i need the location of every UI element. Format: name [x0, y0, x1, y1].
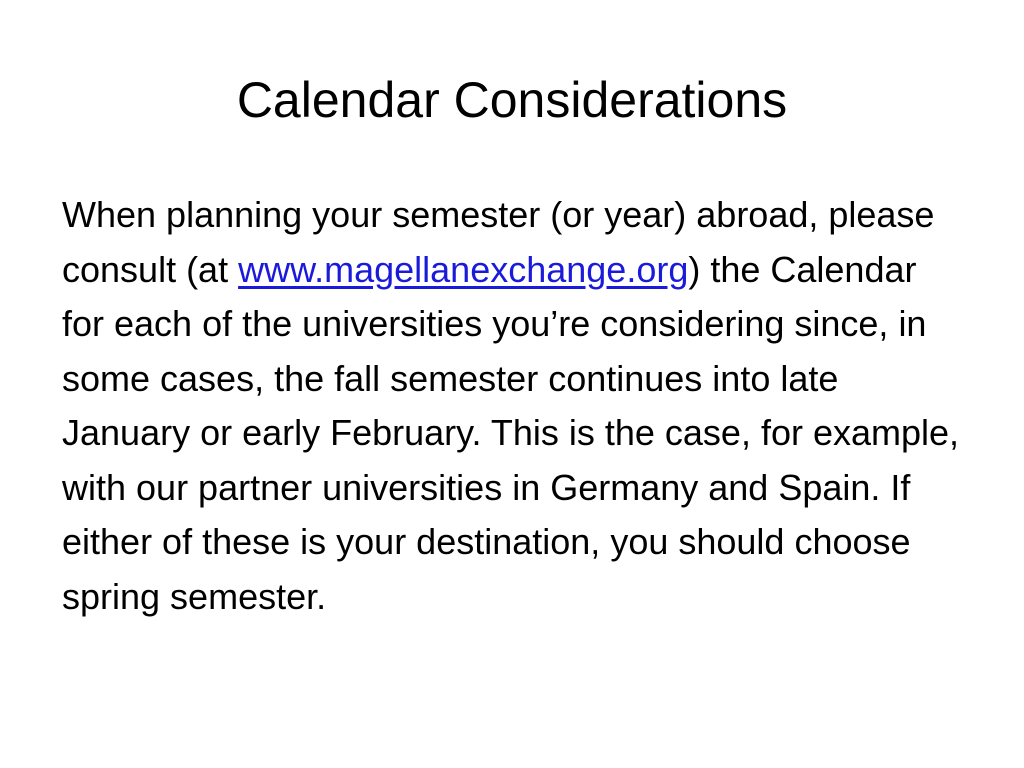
body-text-part-1: When planning your semester (or year) abroad, please consult (at	[62, 194, 935, 290]
slide-title: Calendar Considerations	[236, 72, 788, 128]
body-text-part-2: ) the Calendar for each of the universities you’re considering since, in some cases, the fall semester continues into late January or early February. This is the case, for example, with our partner universities in Germany and Spain. If either of these is your destination, you should choose spring semester.	[62, 248, 960, 617]
body-paragraph	[62, 188, 962, 624]
magellan-exchange-link[interactable]: www.magellanexchange.org	[238, 248, 689, 290]
